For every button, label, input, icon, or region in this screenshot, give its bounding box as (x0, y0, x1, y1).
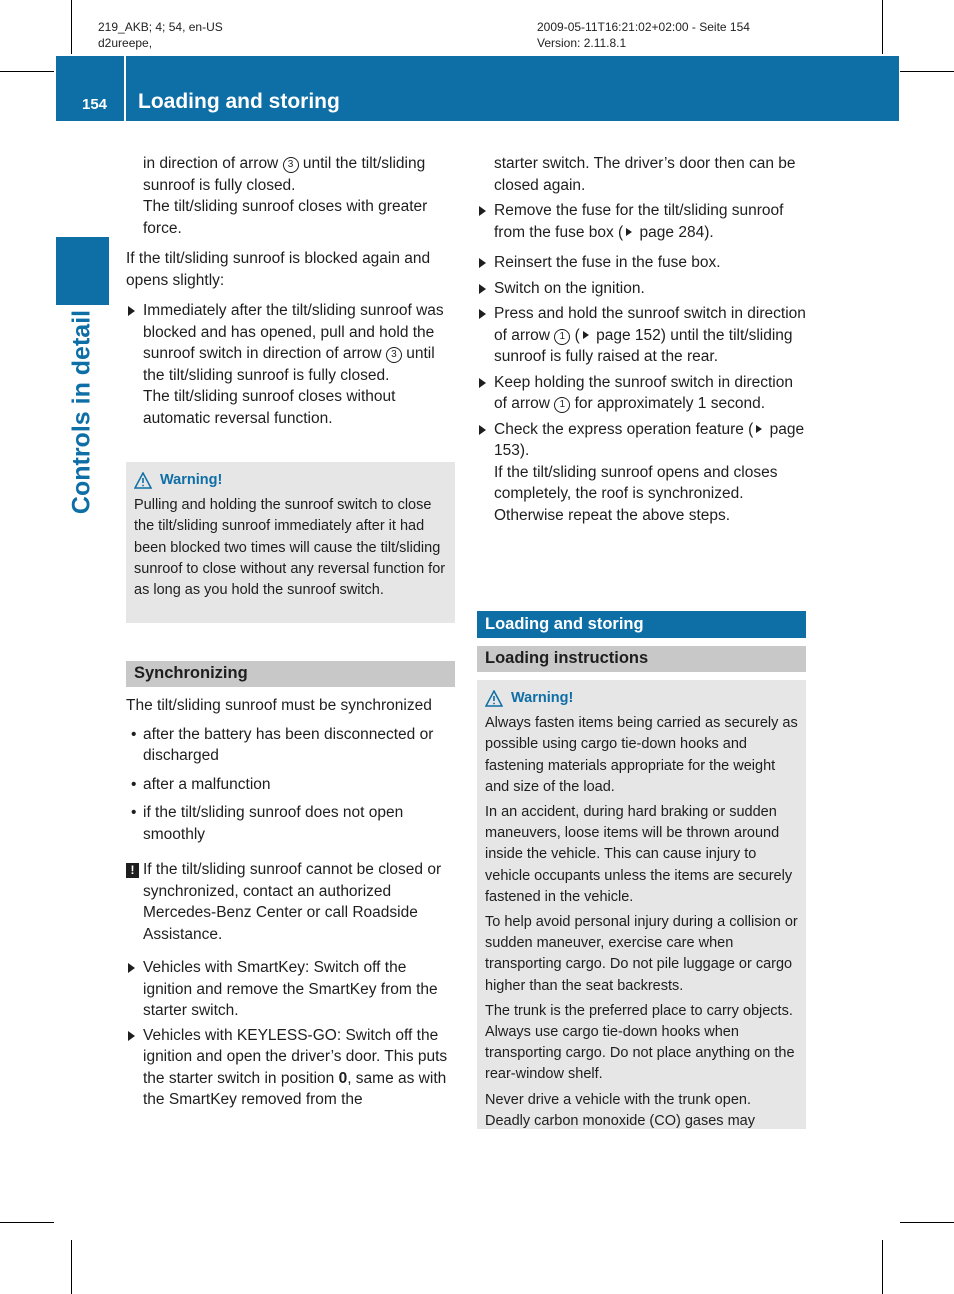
warning-title: Warning! (160, 472, 223, 488)
header-divider (124, 56, 126, 121)
page-ref-icon (583, 331, 589, 339)
paragraph: If the tilt/sliding sunroof is blocked again and opens slightly: (126, 250, 431, 289)
page-ref-icon (756, 425, 762, 433)
step-arrow-icon (128, 306, 135, 316)
section-heading-loading-and-storing: Loading and storing (477, 611, 806, 638)
list-item: • after the battery has been disconnected or discharged (131, 725, 434, 764)
step-arrow-icon (479, 258, 486, 268)
continued-step: starter switch. The driver’s door then can be closed again. (494, 155, 796, 194)
arrow-number-icon: 1 (554, 329, 570, 345)
list-item: • if the tilt/sliding sunroof does not open smoothly (131, 804, 404, 843)
crop-mark (882, 0, 883, 54)
warning-triangle-icon (485, 690, 503, 707)
step-arrow-icon (479, 284, 486, 294)
right-column (477, 153, 808, 526)
instruction-step: Switch on the ignition. (477, 278, 808, 300)
step-arrow-icon (479, 206, 486, 216)
crop-mark (900, 1222, 954, 1223)
left-column (126, 153, 457, 429)
instruction-step: Check the express operation feature ( page 153). (477, 419, 808, 462)
notice-text: If the tilt/sliding sunroof cannot be closed or synchronized, contact an authorized Mercedes-Benz Center or call Roadside Assistance. (143, 861, 442, 943)
instruction-step: Vehicles with KEYLESS-GO: Switch off the ignition and open the driver’s door. This puts the starter switch in position 0, same as with the SmartKey removed from the (126, 1025, 457, 1111)
side-tab-marker (56, 237, 109, 305)
arrow-number-icon: 1 (554, 397, 570, 413)
print-meta-left (98, 19, 223, 51)
instruction-step: Reinsert the fuse in the fuse box. (477, 252, 808, 274)
warning-box (126, 462, 455, 623)
step-result: The tilt/sliding sunroof closes with greater force. (143, 198, 428, 237)
paragraph: The tilt/sliding sunroof must be synchronized (126, 697, 432, 714)
continued-step: in direction of arrow 3 until the tilt/sliding sunroof is fully closed. (143, 155, 426, 194)
warning-box (477, 680, 806, 1129)
warning-header (485, 688, 798, 709)
warning-text: In an accident, during hard braking or sudden maneuvers, loose items will be thrown around inside the vehicle. This can cause injury to vehicle occupants unless the items are securely fastened in the vehicle. (485, 804, 793, 905)
step-arrow-icon (479, 425, 486, 435)
page-ref-icon (626, 228, 632, 236)
crop-mark (0, 71, 54, 72)
print-meta-line: d2ureepe, (98, 36, 153, 50)
step-arrow-icon (479, 309, 486, 319)
crop-mark (71, 0, 72, 54)
step-arrow-icon (128, 1031, 135, 1041)
page-number: 154 (82, 96, 108, 113)
left-column-lower (126, 695, 457, 1111)
notice-block (126, 859, 457, 945)
section-heading-synchronizing: Synchronizing (126, 661, 455, 687)
warning-text: Always fasten items being carried as securely as possible using cargo tie-down hooks and fastening materials appropriate for the weight and size of the load. (485, 715, 798, 795)
warning-triangle-icon (134, 472, 152, 489)
instruction-step: Keep holding the sunroof switch in direction of arrow 1 for approximately 1 second. (477, 372, 808, 415)
list-item: • after a malfunction (131, 775, 271, 793)
print-meta-right (537, 19, 750, 51)
warning-title: Warning! (511, 690, 574, 706)
crop-mark (882, 1240, 883, 1294)
print-meta-line: 2009-05-11T16:21:02+02:00 - Seite 154 (537, 20, 750, 34)
instruction-step: Press and hold the sunroof switch in direction of arrow 1 ( page 152) until the tilt/sliding sunroof is fully raised at the rear. (477, 303, 808, 368)
warning-text: To help avoid personal injury during a collision or sudden maneuver, exercise care when transporting cargo. Do not pile luggage or cargo higher than the seat backrests. (485, 914, 798, 994)
subsection-heading-loading-instructions: Loading instructions (477, 646, 806, 672)
warning-text: The trunk is the preferred place to carry objects. Always use cargo tie-down hooks when transporting cargo. Do not place anything on the rear-window shelf. (485, 1002, 795, 1083)
instruction-step: Immediately after the tilt/sliding sunroof was blocked and has opened, pull and hold the sunroof switch in direction of arrow 3 until the tilt/sliding sunroof is fully closed. (126, 300, 457, 386)
instruction-step: Vehicles with SmartKey: Switch off the ignition and remove the SmartKey from the starter switch. (126, 957, 457, 1022)
notice-icon: ! (126, 863, 139, 878)
step-result: If the tilt/sliding sunroof opens and closes completely, the roof is synchronized. Otherwise repeat the above steps. (494, 463, 778, 524)
side-chapter-label: Controls in detail (67, 309, 96, 515)
warning-header (134, 470, 447, 491)
warning-text: Pulling and holding the sunroof switch to close the tilt/sliding sunroof immediately after it had been blocked two times will cause the tilt/sliding sunroof to close without any reversal function for as long as you hold the sunroof switch. (134, 497, 446, 599)
crop-mark (71, 1240, 72, 1294)
step-result: The tilt/sliding sunroof closes without automatic reversal function. (143, 388, 396, 427)
print-meta-line: 219_AKB; 4; 54, en-US (98, 20, 223, 34)
arrow-number-icon: 3 (386, 347, 402, 363)
arrow-number-icon: 3 (283, 157, 299, 173)
print-meta-line: Version: 2.11.8.1 (537, 36, 627, 50)
step-arrow-icon (128, 963, 135, 973)
step-arrow-icon (479, 378, 486, 388)
crop-mark (0, 1222, 54, 1223)
crop-mark (900, 71, 954, 72)
instruction-step: Remove the fuse for the tilt/sliding sunroof from the fuse box ( page 284). (477, 200, 808, 243)
page-title: Loading and storing (138, 90, 340, 113)
warning-text: Never drive a vehicle with the trunk open. Deadly carbon monoxide (CO) gases may (485, 1091, 755, 1129)
